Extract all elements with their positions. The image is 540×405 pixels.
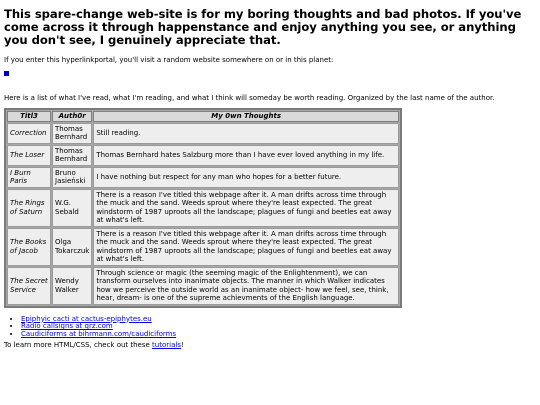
external-links-list: [4, 316, 536, 339]
column-header-title: Titl3: [7, 111, 51, 122]
link-radio-callsigns[interactable]: Radio callsigns at qrz.com: [21, 322, 113, 331]
book-title: Correction: [7, 123, 51, 144]
table-header-row: [7, 111, 399, 122]
book-author: W.G. Sebald: [52, 189, 92, 227]
table-row: [7, 123, 399, 144]
column-header-thoughts: My 0wn Thoughts: [93, 111, 399, 122]
book-author: Wendy Walker: [52, 267, 92, 305]
book-thoughts: Thomas Bernhard hates Salzburg more than I have ever loved anything in my life.: [93, 145, 399, 166]
page-heading: This spare-change web-site is for my boring thoughts and bad photos. If you've come across it through happenstance and enjoy anything you see, or anything you don't see, I genuinely appreciate that.: [4, 7, 522, 47]
book-title: The Rings of Saturn: [7, 189, 51, 227]
link-epiphytic-cacti[interactable]: Epiphyic cacti at cactus-epiphytes.eu: [21, 314, 152, 323]
tutorials-link[interactable]: tutorials: [152, 340, 181, 349]
book-title: The Books of Jacob: [7, 228, 51, 266]
table-row: [7, 228, 399, 266]
table-row: [7, 267, 399, 305]
book-thoughts: Still reading.: [93, 123, 399, 144]
column-header-author: Auth0r: [52, 111, 92, 122]
reading-list-description: Here is a list of what I've read, what I'm reading, and what I think will someday be worth reading. Organized by the last name of the author.: [4, 94, 495, 102]
book-title: The Loser: [7, 145, 51, 166]
book-thoughts: I have nothing but respect for any man who hopes for a better future.: [93, 167, 399, 188]
tutorials-note-end: !: [180, 340, 184, 349]
book-thoughts: Through science or magic (the seeming magic of the Enlightenment), we can transform ourselves into inanimate objects. The manner in which Walker indicates how we perceive the outside world as an inanimate object- how we feel, see, think, hear, dream- is one of the supreme achievments of the English language.: [93, 267, 399, 305]
hyperlink-portal-button[interactable]: [4, 71, 9, 76]
link-caudiciforms[interactable]: Caudiciforms at bihrmann.com/caudiciforms: [21, 330, 177, 339]
book-author: Thomas Bernhard: [52, 123, 92, 144]
book-title: I Burn Paris: [7, 167, 51, 188]
book-author: Olga Tokarczuk: [52, 228, 92, 266]
table-row: [7, 189, 399, 227]
book-author: Bruno Jasieński: [52, 167, 92, 188]
book-thoughts: There is a reason I've titled this webpage after it. A man drifts across time through the muck and the sand. Weeds sprout where they're least expected. The great windstorm of 1987 uproots all the landscape; plagues of fungi and beetles eat away at what's left.: [93, 228, 399, 266]
book-title: The Secret Service: [7, 267, 51, 305]
book-author: Thomas Bernhard: [52, 145, 92, 166]
tutorials-note: [4, 341, 536, 350]
table-row: [7, 145, 399, 166]
table-row: [7, 167, 399, 188]
book-thoughts: There is a reason I've titled this webpage after it. A man drifts across time through the muck and the sand. Weeds sprout where they're least expected. The great windstorm of 1987 uproots all the landscape; plagues of fungi and beetles eat away at what's left.: [93, 189, 399, 227]
tutorials-note-text: To learn more HTML/CSS, check out these: [4, 340, 153, 349]
page-content: [4, 8, 536, 350]
reading-list-table: [4, 108, 402, 308]
portal-intro: If you enter this hyperlinkportal, you'll visit a random website somewhere on or in this planet:: [4, 56, 334, 64]
list-item: [21, 331, 536, 339]
